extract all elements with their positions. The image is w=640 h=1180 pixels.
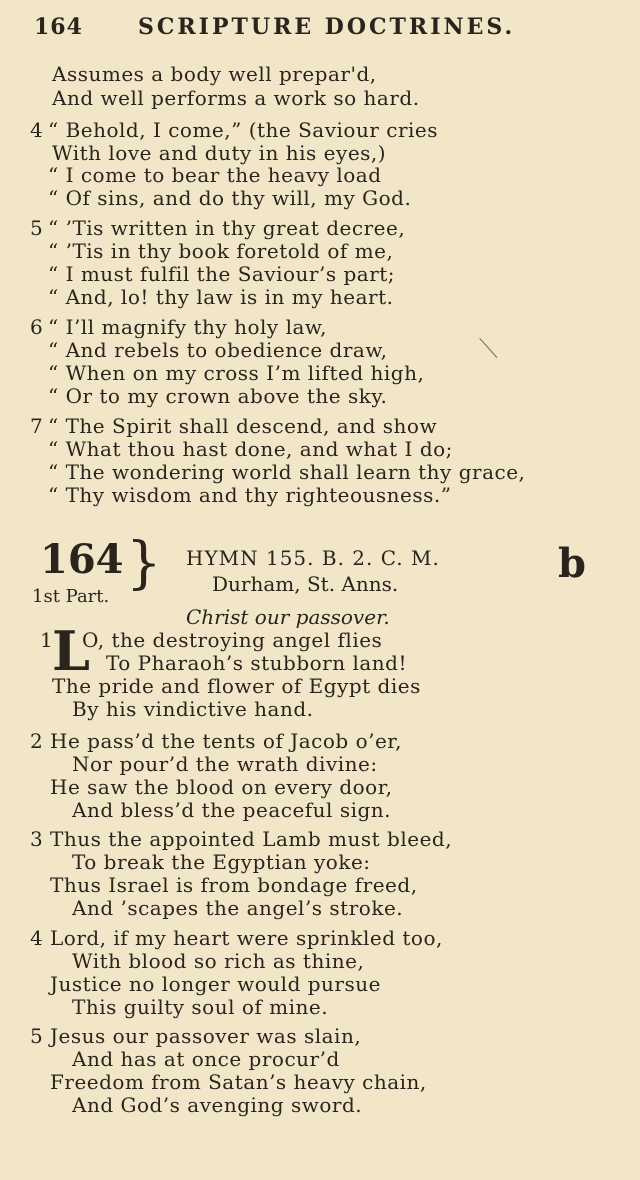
- verse-line: “ When on my cross I’m lifted high,: [48, 361, 425, 385]
- verse-number: 7: [30, 414, 43, 438]
- verse-line: “ ’Tis in thy book foretold of me,: [48, 239, 394, 263]
- verse-line: With love and duty in his eyes,): [52, 141, 387, 165]
- verse-line: Thus Israel is from bondage freed,: [50, 873, 418, 897]
- verse-line: The pride and flower of Egypt dies: [52, 674, 421, 698]
- verse-line: “ I’ll magnify thy holy law,: [48, 315, 327, 339]
- verse-number: 6: [30, 315, 43, 339]
- verse-line: “ I come to bear the heavy load: [48, 163, 382, 187]
- verse-line: “ Of sins, and do thy will, my God.: [48, 186, 412, 210]
- verse-line: With blood so rich as thine,: [72, 949, 365, 973]
- verse-line: To break the Egyptian yoke:: [72, 850, 371, 874]
- verse-line: “ The wondering world shall learn thy grace,: [48, 460, 526, 484]
- verse-number: 3: [30, 827, 43, 851]
- drop-cap: L: [52, 619, 90, 683]
- verse-line: “ And rebels to obedience draw,: [48, 338, 388, 362]
- verse-line: “ Or to my crown above the sky.: [48, 384, 388, 408]
- margin-mark: b: [558, 540, 586, 587]
- verse-line: Assumes a body well prepar'd,: [52, 62, 377, 86]
- verse-line: O, the destroying angel flies: [82, 628, 383, 652]
- verse-line: Thus the appointed Lamb must bleed,: [50, 827, 453, 851]
- hymn-number: 164: [40, 536, 124, 583]
- verse-line: He saw the blood on every door,: [50, 775, 393, 799]
- verse-line: This guilty soul of mine.: [72, 995, 329, 1019]
- verse-line: Lord, if my heart were sprinkled too,: [50, 926, 443, 950]
- verse-number: 4: [30, 926, 43, 950]
- verse-number: 1: [40, 628, 53, 652]
- verse-line: Nor pour’d the wrath divine:: [72, 752, 378, 776]
- verse-number: 5: [30, 1024, 43, 1048]
- verse-line: He pass’d the tents of Jacob o’er,: [50, 729, 403, 753]
- verse-line: And God’s avenging sword.: [72, 1093, 363, 1117]
- running-title: SCRIPTURE DOCTRINES.: [138, 14, 516, 40]
- verse-line: And well performs a work so hard.: [52, 86, 420, 110]
- page-number: 164: [34, 14, 83, 40]
- verse-line: “ Behold, I come,” (the Saviour cries: [48, 118, 439, 142]
- verse-line: “ Thy wisdom and thy righteousness.”: [48, 483, 452, 507]
- verse-line: To Pharaoh’s stubborn land!: [106, 651, 407, 675]
- verse-number: 4: [30, 118, 43, 142]
- verse-line: “ What thou hast done, and what I do;: [48, 437, 453, 461]
- hymn-meta: HYMN 155. B. 2. C. M.: [186, 546, 440, 570]
- margin-tick: [479, 338, 497, 358]
- verse-line: By his vindictive hand.: [72, 697, 314, 721]
- verse-line: Freedom from Satan’s heavy chain,: [50, 1070, 427, 1094]
- tune-names: Durham, St. Anns.: [212, 572, 399, 596]
- page-header: [34, 14, 614, 54]
- verse-line: And has at once procur’d: [72, 1047, 340, 1071]
- verse-line: “ ’Tis written in thy great decree,: [48, 216, 406, 240]
- verse-line: “ And, lo! thy law is in my heart.: [48, 285, 394, 309]
- verse-number: 5: [30, 216, 43, 240]
- hymn-subtitle: Christ our passover.: [186, 605, 390, 629]
- part-label: 1st Part.: [32, 586, 110, 607]
- verse-line: Justice no longer would pursue: [50, 972, 381, 996]
- brace-mark: }: [126, 531, 162, 596]
- verse-line: Jesus our passover was slain,: [50, 1024, 362, 1048]
- verse-line: “ The Spirit shall descend, and show: [48, 414, 438, 438]
- verse-line: And ’scapes the angel’s stroke.: [72, 896, 404, 920]
- verse-number: 2: [30, 729, 43, 753]
- verse-line: “ I must fulfil the Saviour’s part;: [48, 262, 396, 286]
- verse-line: And bless’d the peaceful sign.: [72, 798, 392, 822]
